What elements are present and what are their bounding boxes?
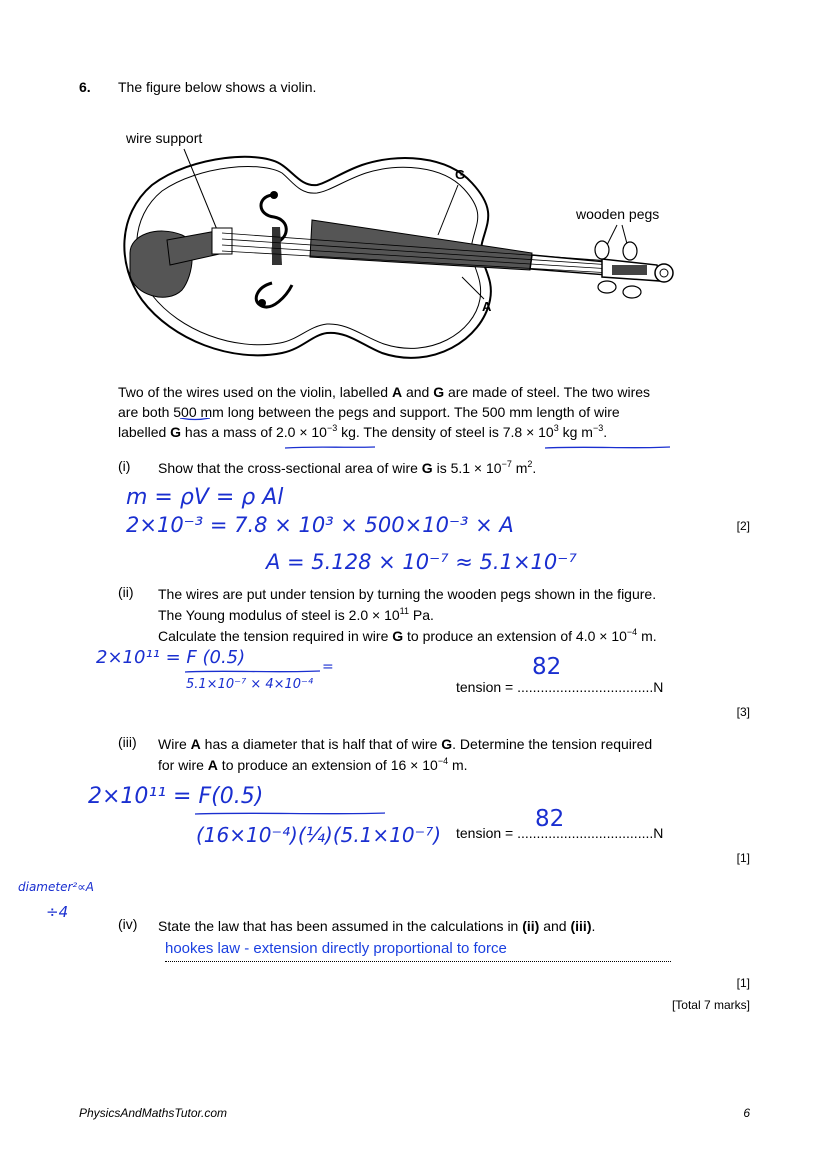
paragraph-underlines: [170, 418, 690, 450]
question-number: 6.: [79, 79, 91, 95]
part-ii-handwriting-numerator: 2×10¹¹ = F (0.5): [96, 647, 246, 668]
part-i-mark: [2]: [736, 519, 750, 533]
question-intro: The figure below shows a violin.: [118, 79, 317, 95]
part-iii-fraction-bar: [195, 811, 395, 817]
part-iii-tension-line: tension = ...................................N: [456, 825, 664, 841]
violin-figure: [112, 125, 682, 375]
part-iii-tension-value[interactable]: 82: [535, 806, 565, 832]
part-iii-handwriting-numerator: 2×10¹¹ = F(0.5): [88, 784, 264, 809]
part-i-handwriting-2: 2×10⁻³ = 7.8 × 10³ × 500×10⁻³ × A: [126, 513, 514, 537]
part-iii-mark: [1]: [736, 851, 750, 865]
footer-source: PhysicsAndMathsTutor.com: [79, 1106, 228, 1120]
part-ii-tension-line: tension = ...................................N: [456, 679, 664, 695]
part-ii-label: (ii): [118, 584, 134, 600]
part-i-text: Show that the cross-sectional area of wire G is $5.1 \times 10^{-7}$ $m^2$.: [158, 459, 537, 476]
part-i-handwriting-1: m = ρV = ρ Al: [126, 485, 284, 510]
part-ii-handwriting-denominator: 5.1×10⁻⁷ × 4×10⁻⁴: [186, 677, 314, 692]
part-ii-fraction-bar: [185, 669, 335, 675]
part-ii-tension-value[interactable]: 82: [532, 654, 562, 680]
page-number: 6: [743, 1106, 750, 1120]
part-ii-handwriting-equals: =: [322, 659, 334, 675]
margin-note-diameter: diameter²∝A: [18, 880, 94, 894]
part-iii-label: (iii): [118, 734, 137, 750]
part-iv-label: (iv): [118, 916, 138, 932]
part-ii-text: The wires are put under tension by turning the wooden pegs shown in the figure. The Young modulus of steel is $2.0 \times 10^{11}$ Pa. Calculate the tension required in wire G to produce an extension of $4.0 \times 10^{-4}$ m.: [158, 586, 657, 644]
part-iv-mark: [1]: [736, 976, 750, 990]
label-A: A: [482, 299, 492, 314]
question-paragraph: Two of the wires used on the violin, labelled A and G are made of steel. The two wires are both 500 mm long between the pegs and support. The 500 mm length of wire labelled G has a mass of $2.0 \times 10^{-3}$ kg. The density of steel is $7.8 \times 10^3$ kg $m^{-3}$.: [118, 384, 651, 440]
label-G: G: [455, 167, 466, 182]
part-i-handwriting-3: A = 5.128 × 10⁻⁷ ≈ 5.1×10⁻⁷: [266, 550, 577, 574]
label-wooden-pegs: wooden pegs: [576, 206, 660, 222]
part-i-label: (i): [118, 458, 131, 474]
part-ii-mark: [3]: [736, 705, 750, 719]
part-iv-text: State the law that has been assumed in the calculations in (ii) and (iii).: [158, 918, 596, 934]
total-marks: [Total 7 marks]: [671, 998, 750, 1012]
part-iii-text: Wire A has a diameter that is half that of wire G. Determine the tension required for wire A to produce an extension of $16 \times 10^{-4}$ m.: [158, 736, 653, 773]
margin-note-divide: ÷4: [46, 903, 69, 921]
part-iv-answer: hookes law - extension directly proportional to force: [165, 940, 507, 957]
label-wire-support: wire support: [126, 130, 203, 146]
part-iii-handwriting-denominator: (16×10⁻⁴)(¼)(5.1×10⁻⁷): [196, 823, 442, 847]
